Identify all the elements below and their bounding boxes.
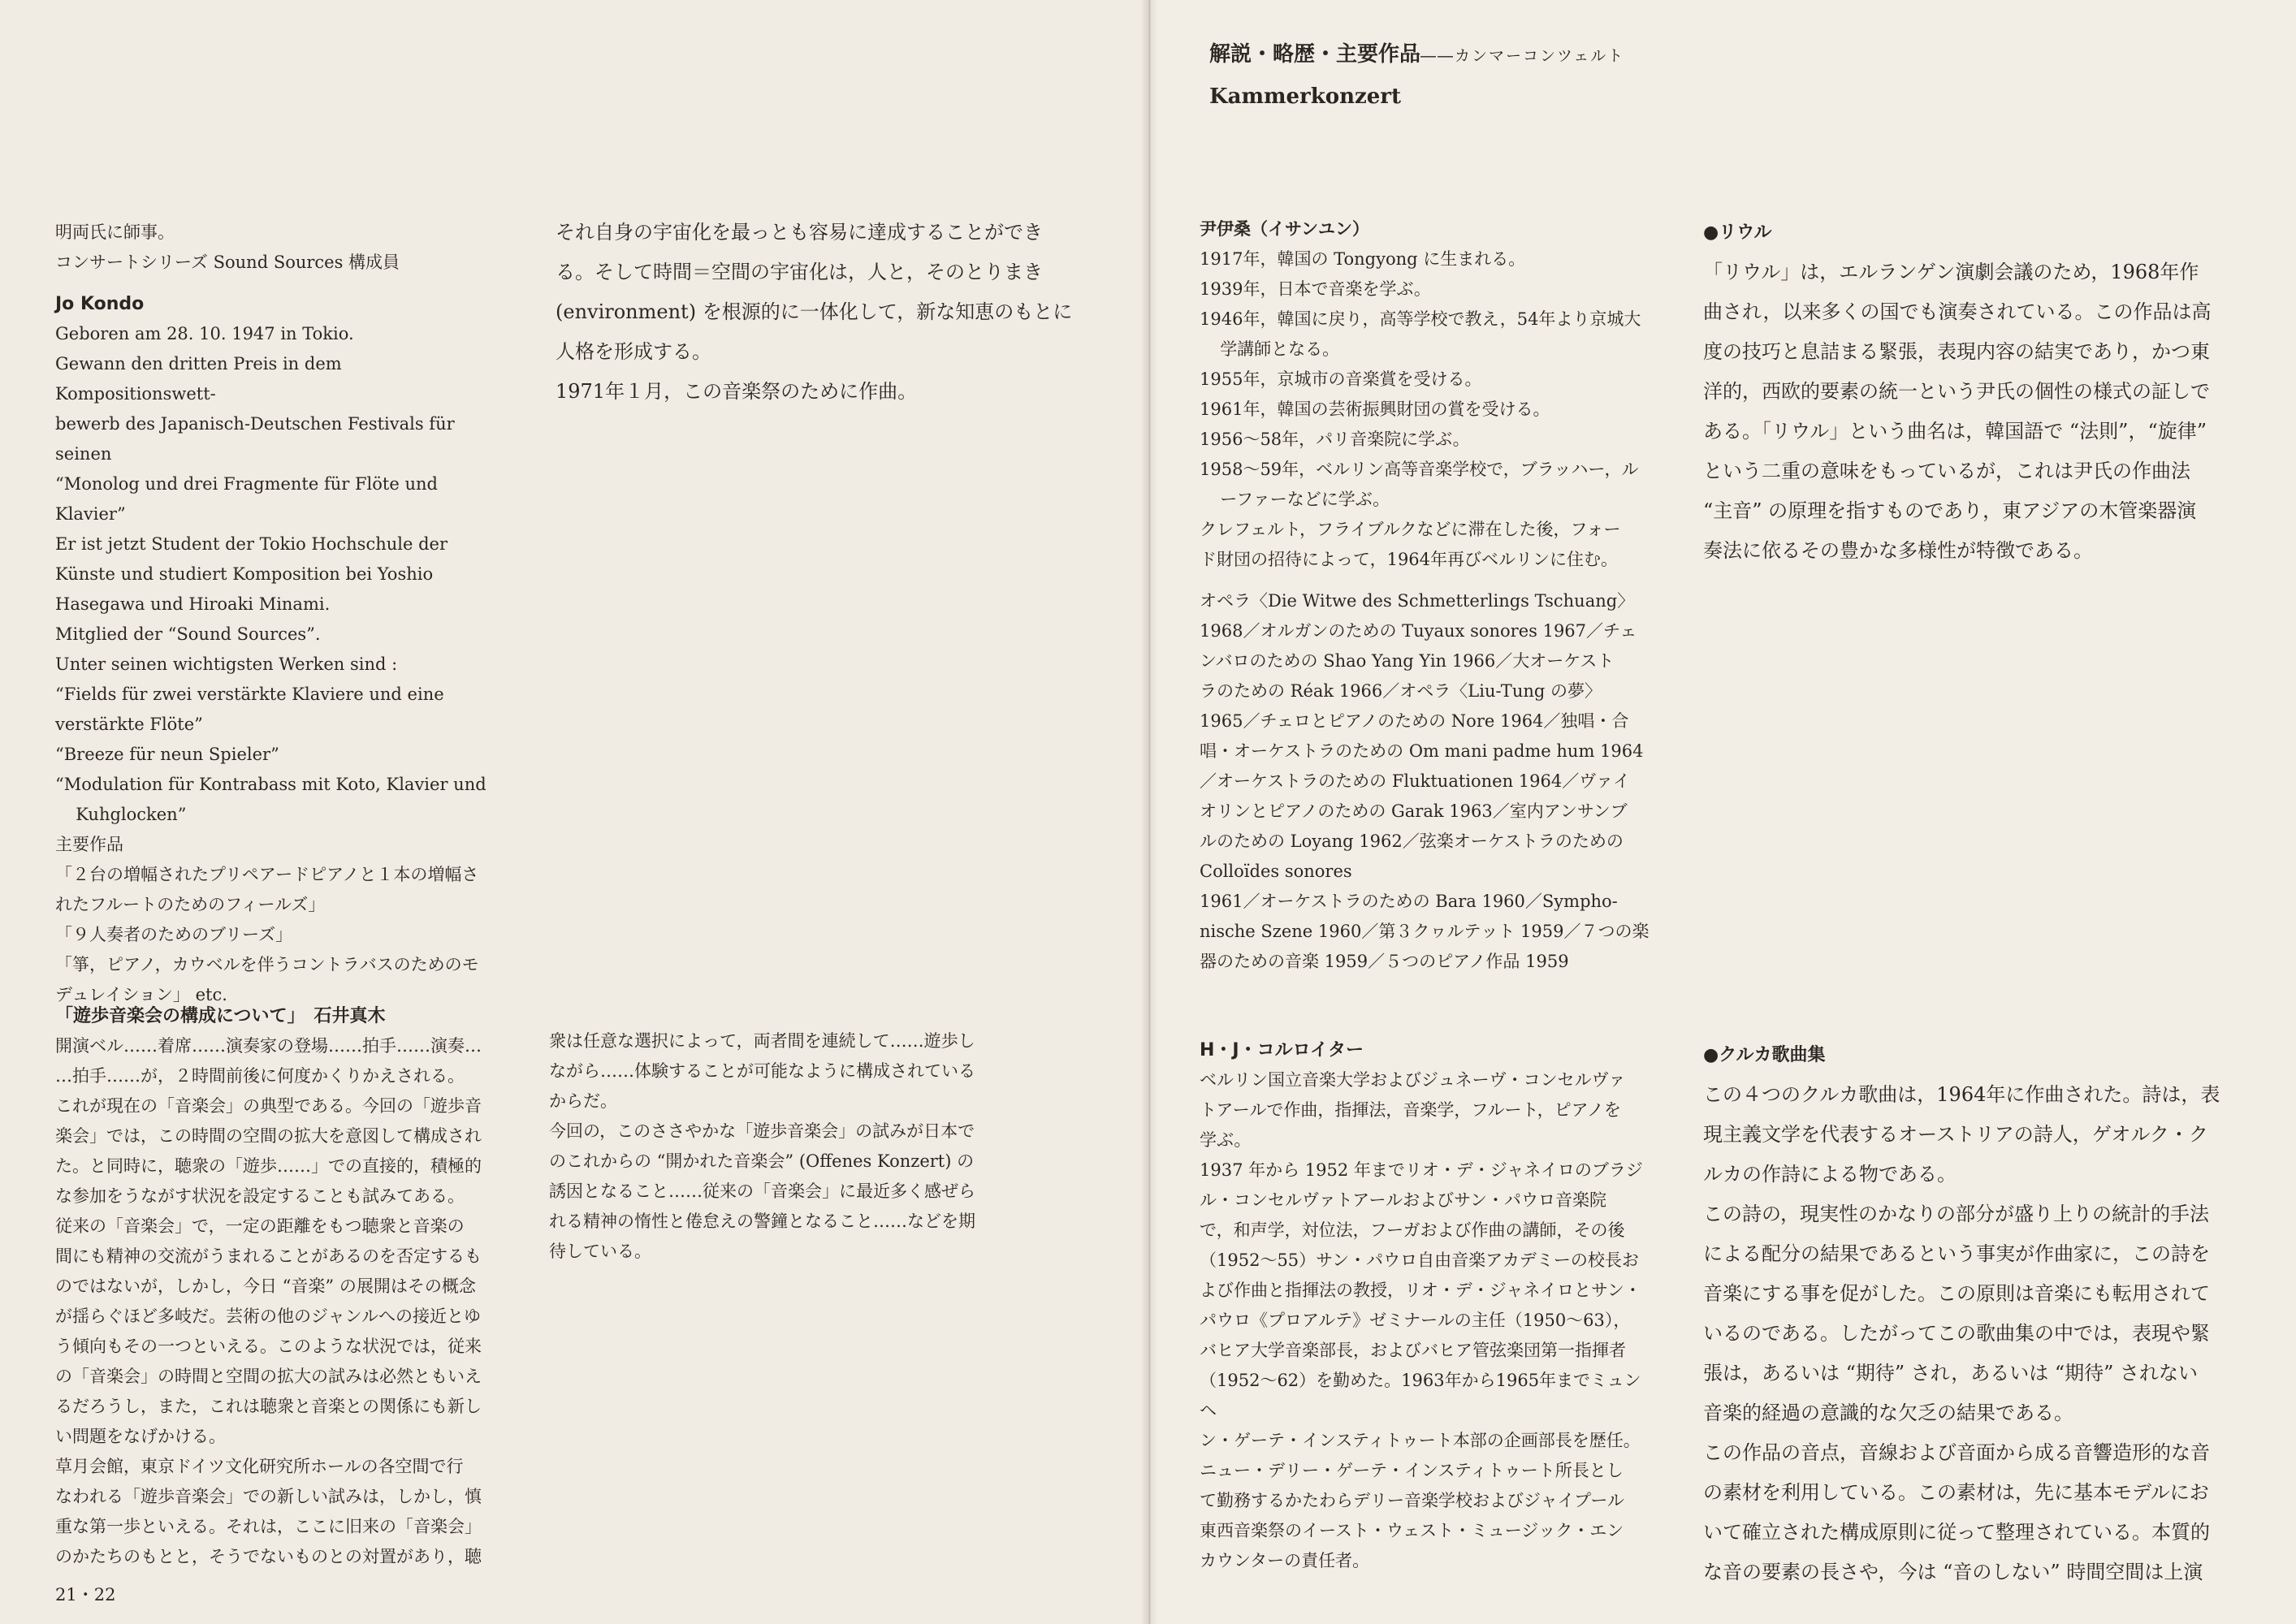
text-line: 誘因となること……従来の「音楽会」に最近多く感ぜら xyxy=(549,1181,975,1201)
text-line: （1952～55）サン・パウロ自由音楽アカデミーの校長お xyxy=(1200,1250,1639,1270)
work-line: Colloïdes sonores xyxy=(1200,862,1352,881)
text-line: …拍手……が，２時間前後に何度かくりかえされる。 xyxy=(55,1066,465,1086)
work-description xyxy=(556,213,1092,412)
text-line: 音楽的経過の意識的な欠乏の結果である。 xyxy=(1703,1402,2073,1424)
work-line: nische Szene 1960／第３クヮルテット 1959／７つの楽 xyxy=(1200,922,1650,941)
text-line: 奏法に依るその豊かな多様性が特徴である。 xyxy=(1703,539,2093,562)
text-line: 学ぶ。 xyxy=(1200,1130,1252,1150)
work-line: 唱・オーケストラのための Om mani padme hum 1964 xyxy=(1200,741,1644,761)
text-line: で，和声学，対位法，フーガおよび作曲の講師，その後 xyxy=(1200,1220,1625,1240)
yun-name: 尹伊桑（イサンユン） xyxy=(1200,219,1369,239)
essay-title: 「遊歩音楽会の構成について」 石井真木 xyxy=(55,1006,386,1026)
text-line: バヒア大学音楽部長，およびバヒア管弦楽団第一指揮者 xyxy=(1200,1341,1626,1360)
text-line: 東西音楽祭のイースト・ウェスト・ミュージック・エン xyxy=(1200,1521,1624,1540)
krakauer-title: ●クルカ歌曲集 xyxy=(1703,1045,1826,1065)
koellreutter-name: H・J・コルロイター xyxy=(1200,1040,1364,1060)
text-line: 明両氏に師事。 xyxy=(55,222,175,242)
text-line: が揺らぐほど多岐だ。芸術の他のジャンルへの接近とゆ xyxy=(55,1307,482,1326)
text-line: 人格を形成する。 xyxy=(556,340,711,363)
text-line: 重な第一歩といえる。それは，ここに旧来の「音楽会」 xyxy=(55,1517,482,1536)
essay-column-2 xyxy=(549,1026,1012,1267)
text-line: 音楽にする事を促がした。この原則は音楽にも転用されて xyxy=(1703,1282,2210,1305)
bio-entry: 1939年，日本で音楽を学ぶ。 xyxy=(1200,279,1431,299)
text-line: な参加をうながす状況を設定することも試みてある。 xyxy=(55,1186,465,1206)
essay-column-2-block xyxy=(549,1026,1012,1267)
text-line: という二重の意味をもっているが，これは尹氏の作曲法 xyxy=(1703,460,2190,482)
text-line: 曲され，以来多くの国でも演奏されている。この作品は高 xyxy=(1703,300,2212,323)
text-line: い問題をなげかける。 xyxy=(55,1427,226,1446)
text-line: て勤務するかたわらデリー音楽学校およびジャイプール xyxy=(1200,1491,1624,1510)
work-item: デュレイション」 etc. xyxy=(55,985,227,1004)
text-line: のではないが，しかし，今日 “音楽” の展開はその概念 xyxy=(55,1276,476,1296)
header-subtitle: ――カンマーコンツェルト xyxy=(1420,47,1625,65)
bio-entry: クレフェルト，フライブルクなどに滞在した後，フォー xyxy=(1200,520,1621,539)
work-item: れたフルートのためのフィールズ」 xyxy=(55,895,326,914)
text-line: う傾向もその一つといえる。このような状況では，従来 xyxy=(55,1337,482,1356)
text-line: Kuhglocken” xyxy=(76,805,187,824)
text-line: 張は，あるいは “期待” され，あるいは “期待” されない xyxy=(1703,1362,2199,1384)
text-line: ある。「リウル」という曲名は，韓国語で “法則”，“旋律” xyxy=(1703,420,2207,443)
kondo-works-label: 主要作品 xyxy=(55,835,123,854)
text-line: るだろうし，また，これは聴衆と音楽との関係にも新し xyxy=(55,1397,482,1416)
text-line: 「リウル」は，エルランゲン演劇会議のため，1968年作 xyxy=(1703,261,2199,283)
text-line: の素材を利用している。この素材は，先に基本モデルにお xyxy=(1703,1481,2209,1504)
kondo-name: Jo Kondo xyxy=(55,294,145,314)
text-line: この作品の音点，音線および音面から成る音響造形的な音 xyxy=(1703,1441,2210,1464)
text-line: “Modulation für Kontrabass mit Koto, Klavier und xyxy=(55,775,486,794)
text-line: 現主義文学を代表するオーストリアの詩人，ゲオルク・ク xyxy=(1703,1123,2208,1146)
bio-entry: 学講師となる。 xyxy=(1220,339,1340,359)
work-item: 「２台の増幅されたプリペアードピアノと１本の増幅さ xyxy=(55,865,479,884)
krakauer-text xyxy=(1703,1075,2241,1592)
essay xyxy=(55,1001,518,1572)
text-line: ルカの作詩による物である。 xyxy=(1703,1163,1957,1186)
text-line: いるのである。したがってこの歌曲集の中では，表現や緊 xyxy=(1703,1322,2210,1345)
text-line: これが現在の「音楽会」の典型である。今回の「遊歩音 xyxy=(55,1096,482,1116)
kondo-bio xyxy=(55,218,500,1010)
text-line: Künste und studiert Komposition bei Yoshio xyxy=(55,564,434,584)
text-line: Hasegawa und Hiroaki Minami. xyxy=(55,594,331,614)
text-line: る。そして時間＝空間の宇宙化は，人と，そのとりまき xyxy=(556,261,1043,283)
text-line: コンサートシリーズ Sound Sources 構成員 xyxy=(55,253,400,272)
text-line: Gewann den dritten Preis in dem Kompositionswett- xyxy=(55,354,342,404)
text-line: “Fields für zwei verstärkte Klaviere und eine xyxy=(55,685,444,704)
text-line: (environment) を根源的に一体化して，新な知恵のもとに xyxy=(556,300,1073,323)
text-line: （1952～62）を勤めた。1963年から1965年までミュンヘ xyxy=(1200,1371,1641,1420)
text-line: ながら……体験することが可能なように構成されている xyxy=(549,1061,975,1081)
work-line: ンバロのための Shao Yang Yin 1966／大オーケスト xyxy=(1200,651,1615,671)
riul-section xyxy=(1703,213,2241,571)
text-line: れる精神の惰性と倦怠えの警鐘となること……などを期 xyxy=(549,1212,975,1231)
header-title-de: Kammerkonzert xyxy=(1209,84,1401,109)
text-line: パウロ《プロアルテ》ゼミナールの主任（1950～63）， xyxy=(1200,1311,1631,1330)
text-line: よび作曲と指揮法の教授，リオ・デ・ジャネイロとサン・ xyxy=(1200,1281,1641,1300)
yun-entries xyxy=(1200,244,1654,575)
text-line: 開演ベル……着席……演奏家の登場……拍手……演奏… xyxy=(55,1036,482,1056)
kondo-intro xyxy=(55,218,500,278)
bio-entry: 1946年，韓国に戻り，高等学校で教え，54年より京城大 xyxy=(1200,309,1641,329)
text-line: のかたちのもとと，そうでないものとの対置があり，聴 xyxy=(55,1547,482,1566)
text-line: た。と同時に，聴衆の「遊歩……」での直接的，積極的 xyxy=(55,1156,482,1176)
riul-title: ●リウル xyxy=(1703,222,1772,243)
text-line: 待している。 xyxy=(549,1242,651,1261)
work-line: ルのための Loyang 1962／弦楽オーケストラのための xyxy=(1200,831,1624,851)
text-line: な音の要素の長さや，今は “音のしない” 時間空間は上演 xyxy=(1703,1561,2203,1583)
bio-entry: 1917年，韓国の Tongyong に生まれる。 xyxy=(1200,249,1526,269)
text-line: “Breeze für neun Spieler” xyxy=(55,745,279,764)
work-description-lines xyxy=(556,213,1092,412)
text-line: 楽会」では，この時間の空間の拡大を意図して構成され xyxy=(55,1126,482,1146)
text-line: ン・ゲーテ・インスティトゥート本部の企画部長を歴任。 xyxy=(1200,1431,1641,1450)
bio-entry: 1958～59年，ベルリン高等音楽学校で，ブラッハー，ル xyxy=(1200,460,1639,479)
kondo-german-bio xyxy=(55,319,500,830)
text-line: 草月会館，東京ドイツ文化研究所ホールの各空間で行 xyxy=(55,1457,464,1476)
text-line: カウンターの責任者。 xyxy=(1200,1551,1370,1570)
work-item: 「箏，ピアノ，カウベルを伴うコントラバスのためのモ xyxy=(55,955,479,974)
bio-entry: 1961年，韓国の芸術振興財団の賞を受ける。 xyxy=(1200,400,1550,419)
work-line: 1968／オルガンのための Tuyaux sonores 1967／チェ xyxy=(1200,621,1637,641)
text-line: 度の技巧と息詰まる緊張，表現内容の結実であり，かつ東 xyxy=(1703,340,2210,363)
text-line: “主音” の原理を指すものであり，東アジアの木管楽器演 xyxy=(1703,499,2197,522)
text-line: 今回の，このささやかな「遊歩音楽会」の試みが日本で xyxy=(549,1121,975,1141)
bio-entry: 1955年，京城市の音楽賞を受ける。 xyxy=(1200,369,1482,389)
text-line: Geboren am 28. 10. 1947 in Tokio. xyxy=(55,324,354,343)
text-line: の「音楽会」の時間と空間の拡大の試みは必然ともいえ xyxy=(55,1367,482,1386)
text-line: 従来の「音楽会」で，一定の距離をもつ聴衆と音楽の xyxy=(55,1216,465,1236)
page-number: 21・22 xyxy=(55,1585,116,1605)
yun-bio xyxy=(1200,214,1654,977)
text-line: Mitglied der “Sound Sources”. xyxy=(55,624,321,644)
text-line: この詩の，現実性のかなりの部分が盛り上りの統計的手法 xyxy=(1703,1203,2210,1225)
work-line: ラのための Réak 1966／オペラ〈Liu-Tung の夢〉 xyxy=(1200,681,1602,701)
header-title: 解説・略歴・主要作品 xyxy=(1209,42,1421,67)
text-line: 洋的，西欧的要素の統一という尹氏の個性の様式の証しで xyxy=(1703,380,2210,403)
text-line: bewerb des Japanisch-Deutschen Festivals für seinen xyxy=(55,414,455,464)
bio-entry: ド財団の招待によって，1964年再びベルリンに住む。 xyxy=(1200,550,1619,569)
book-gutter xyxy=(1140,0,1158,1624)
text-line: いて確立された構成原則に従って整理されている。本質的 xyxy=(1703,1521,2210,1544)
text-line: ニュー・デリー・ゲーテ・インスティトゥート所長とし xyxy=(1200,1461,1624,1480)
text-line: 1937 年から 1952 年までリオ・デ・ジャネイロのブラジ xyxy=(1200,1160,1643,1180)
text-line: ル・コンセルヴァトアールおよびサン・パウロ音楽院 xyxy=(1200,1190,1607,1210)
text-line: ベルリン国立音楽大学およびジュネーヴ・コンセルヴァ xyxy=(1200,1070,1626,1090)
essay-column-1 xyxy=(55,1031,518,1572)
text-line: 間にも精神の交流がうまれることがあるのを否定するも xyxy=(55,1246,482,1266)
text-line: Er ist jetzt Student der Tokio Hochschule der xyxy=(55,534,448,554)
work-line: 1965／チェロとピアノのための Nore 1964／独唱・合 xyxy=(1200,711,1629,731)
text-line: なわれる「遊歩音楽会」での新しい試みは，しかし，慎 xyxy=(55,1487,482,1506)
text-line: “Monolog und drei Fragmente für Flöte und Klavier” xyxy=(55,474,438,524)
text-line: からだ。 xyxy=(549,1091,617,1111)
text-line: による配分の結果であるという事実が作曲家に，この詩を xyxy=(1703,1242,2210,1265)
text-line: Unter seinen wichtigsten Werken sind : xyxy=(55,654,398,674)
kondo-works-list xyxy=(55,860,500,1010)
text-line: この４つのクルカ歌曲は，1964年に作曲された。詩は，表 xyxy=(1703,1083,2220,1106)
bio-entry: ーファーなどに学ぶ。 xyxy=(1220,490,1390,509)
yun-works xyxy=(1200,586,1654,977)
work-line: 1961／オーケストラのための Bara 1960／Sympho- xyxy=(1200,892,1618,911)
work-item: 「９人奏者のためのブリーズ」 xyxy=(55,925,293,944)
krakauer-section xyxy=(1703,1035,2241,1592)
text-line: 1971年１月，この音楽祭のために作曲。 xyxy=(556,380,918,403)
text-line: 衆は任意な選択によって，両者間を連続して……遊歩し xyxy=(549,1031,975,1051)
koellreutter-bio xyxy=(1200,1035,1654,1576)
work-line: ／オーケストラのための Fluktuationen 1964／ヴァイ xyxy=(1200,771,1631,791)
text-line: それ自身の宇宙化を最っとも容易に達成することができ xyxy=(556,221,1043,244)
work-line: オリンとピアノのための Garak 1963／室内アンサンブ xyxy=(1200,801,1628,821)
koellreutter-text xyxy=(1200,1065,1654,1576)
bio-entry: 1956～58年，パリ音楽院に学ぶ。 xyxy=(1200,430,1470,449)
text-line: のこれからの “開かれた音楽会” (Offenes Konzert) の xyxy=(549,1151,975,1171)
work-line: 器のための音楽 1959／５つのピアノ作品 1959 xyxy=(1200,952,1569,971)
work-line: オペラ〈Die Witwe des Schmetterlings Tschuang〉 xyxy=(1200,591,1635,611)
section-header xyxy=(1209,37,1624,67)
riul-text xyxy=(1703,253,2241,571)
text-line: トアールで作曲，指揮法，音楽学，フルート，ピアノを xyxy=(1200,1100,1621,1120)
text-line: verstärkte Flöte” xyxy=(55,715,203,734)
